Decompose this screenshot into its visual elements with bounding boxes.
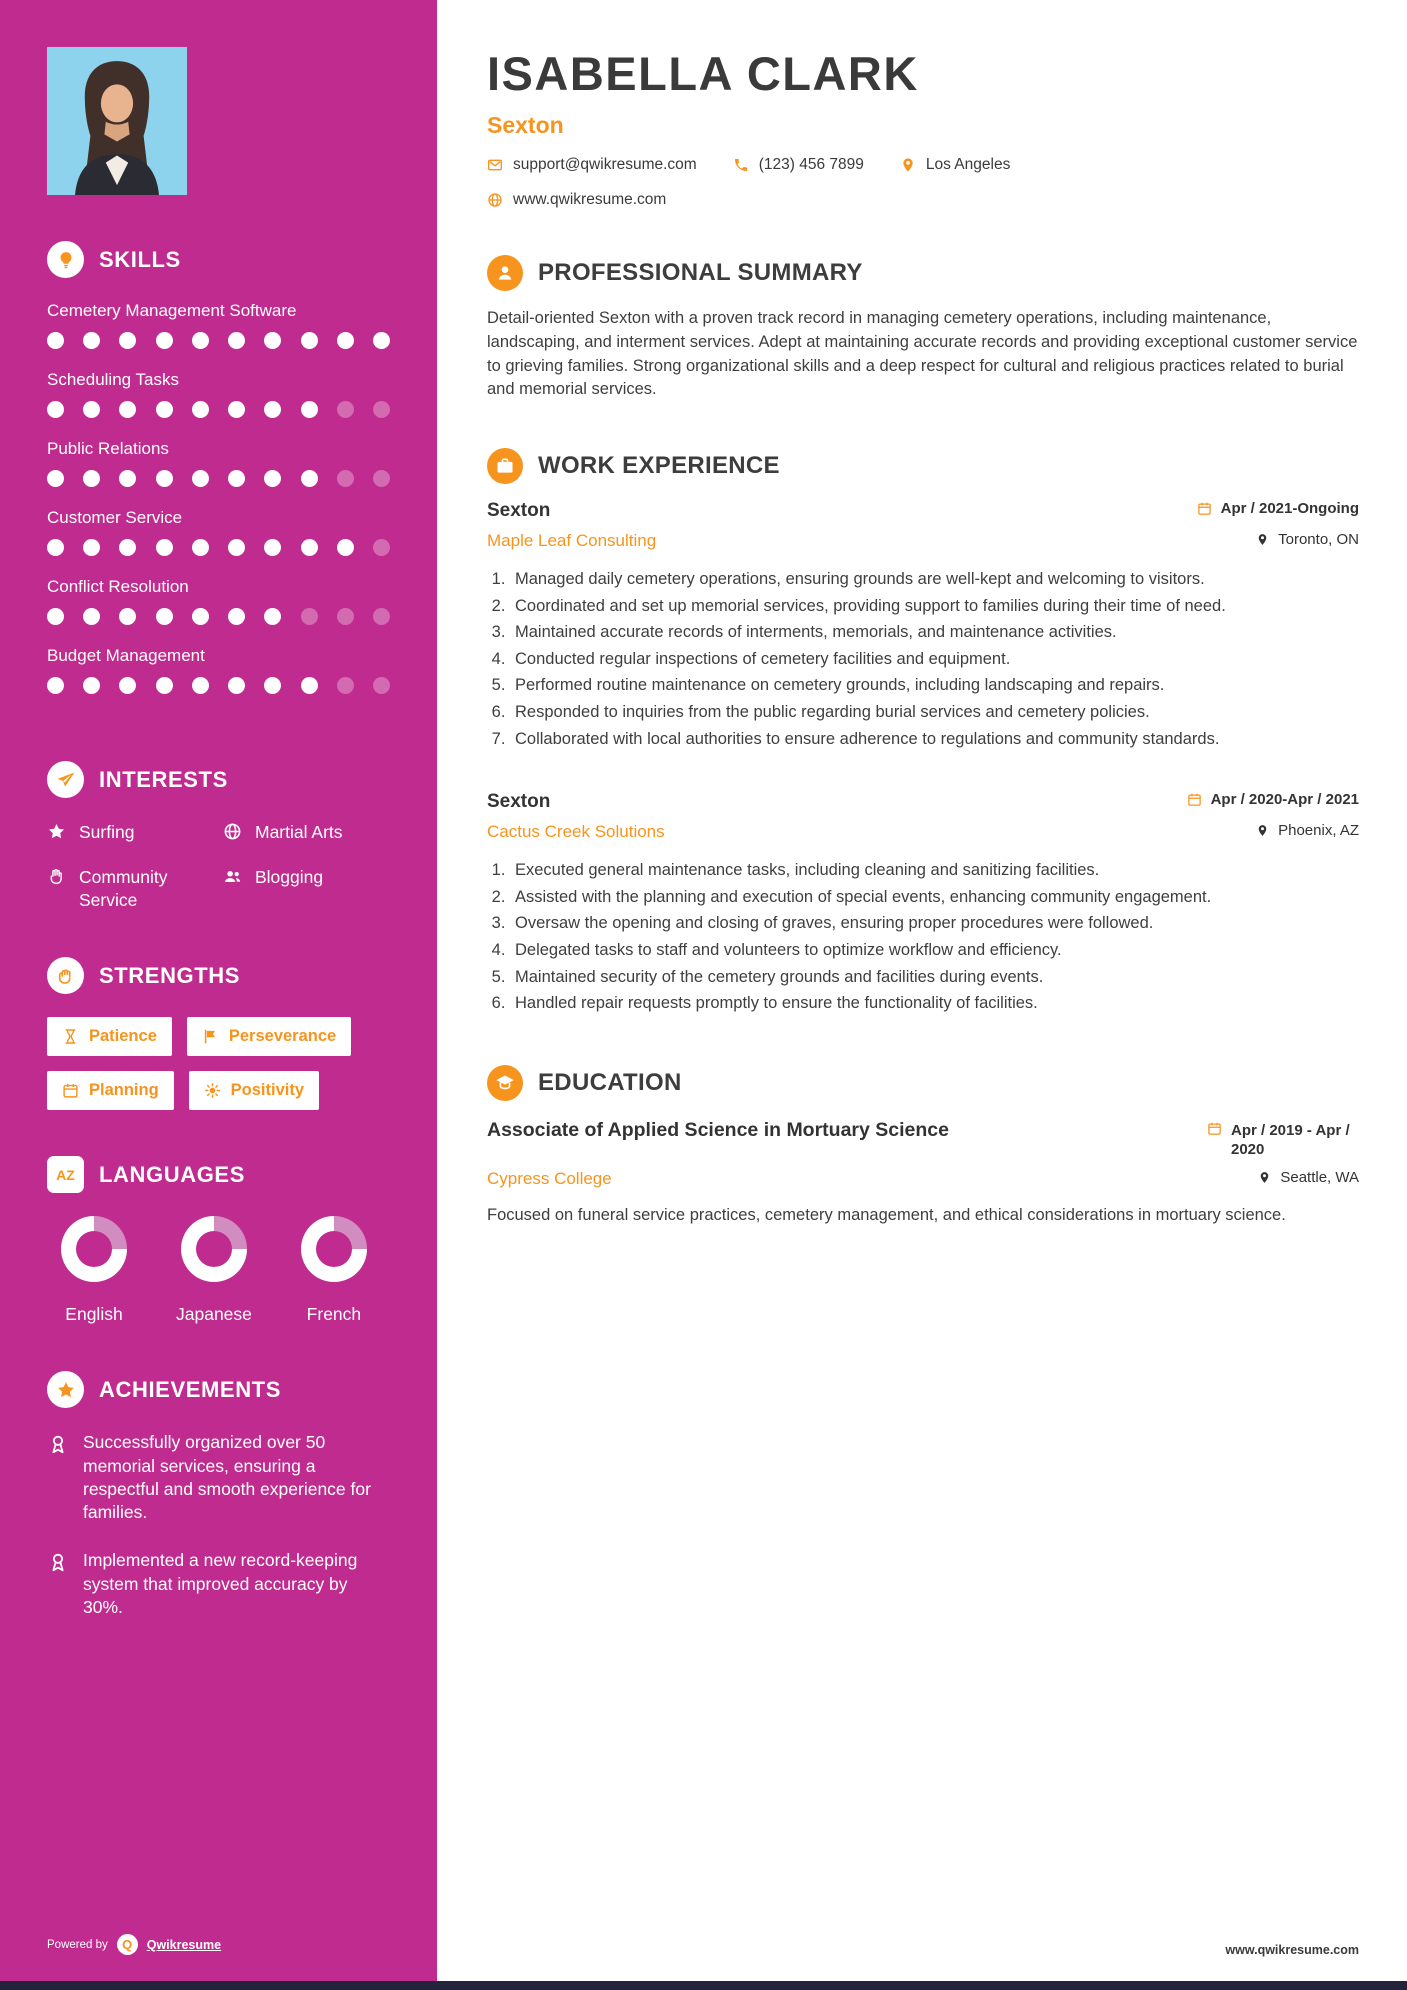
interest-item [47, 821, 223, 844]
job-bullet: 7. Collaborated with local authorities to ensure adherence to regulations and community standards. [510, 728, 1359, 752]
job-title-row [487, 791, 1359, 813]
achievements-section [47, 1371, 390, 1644]
job-bullet: 1. Executed general maintenance tasks, including cleaning and sanitizing facilities. [510, 859, 1359, 883]
interests-paper-plane-icon [47, 761, 84, 798]
strength-chip [47, 1017, 172, 1056]
resume-header [487, 46, 1359, 209]
skill-label: Customer Service [47, 508, 183, 527]
strength-label: Planning [89, 1081, 159, 1100]
education-location [1258, 1169, 1359, 1186]
calendar-icon [1197, 501, 1212, 516]
job-entry [487, 500, 1359, 751]
language-label: Japanese [176, 1304, 252, 1325]
job-company: Maple Leaf Consulting [487, 531, 657, 550]
interest-label: Blogging [255, 866, 324, 887]
education-description: Focused on funeral service practices, cemetery management, and ethical considerations in mortuary science. [487, 1205, 1286, 1224]
job-bullet: 5. Performed routine maintenance on cemetery grounds, including landscaping and repairs. [510, 674, 1359, 698]
education-heading: EDUCATION [538, 1068, 682, 1096]
language-donut-chart [301, 1216, 367, 1282]
job-bullet-list [487, 568, 1359, 751]
summary-heading: PROFESSIONAL SUMMARY [538, 259, 863, 286]
language-label: English [65, 1304, 123, 1325]
job-bullet: 6. Handled repair requests promptly to ensure the functionality of facilities. [510, 992, 1359, 1016]
skill-item [47, 301, 390, 349]
education-school: Cypress College [487, 1168, 612, 1188]
skill-label: Conflict Resolution [47, 577, 189, 596]
skill-label: Budget Management [47, 646, 205, 665]
calendar-icon [1207, 1121, 1222, 1136]
contact-row [487, 156, 1359, 174]
footer-website-link[interactable]: www.qwikresume.com [1225, 1943, 1359, 1957]
star-icon [47, 822, 66, 841]
location-pin-icon [1256, 533, 1269, 546]
sidebar [0, 0, 437, 1981]
education-header [487, 1065, 1359, 1101]
interests-header [47, 761, 390, 798]
education-dates-value: Apr / 2019 - Apr / 2020 [1231, 1121, 1350, 1159]
qwikresume-brand-link[interactable]: Qwikresume [146, 1937, 222, 1952]
strengths-grid [47, 1017, 390, 1110]
sidebar-footer [47, 1904, 390, 1955]
interest-item [223, 821, 390, 844]
job-title: Sexton [487, 791, 551, 813]
calendar-icon [62, 1082, 79, 1099]
location-contact [900, 156, 1010, 174]
email-contact[interactable] [487, 156, 697, 174]
job-bullet: 3. Oversaw the opening and closing of graves, ensuring proper procedures were followed. [510, 912, 1359, 936]
job-dates [1197, 500, 1359, 517]
interests-heading: INTERESTS [99, 766, 228, 792]
job-location [1256, 822, 1359, 839]
skill-label: Scheduling Tasks [47, 370, 179, 389]
interest-item [223, 866, 390, 912]
phone-contact [733, 156, 864, 174]
strength-chip [187, 1017, 351, 1056]
work-experience-heading: WORK EXPERIENCE [538, 452, 780, 479]
strength-label: Perseverance [228, 1027, 337, 1046]
job-dates-value: Apr / 2020-Apr / 2021 [1210, 791, 1359, 809]
sun-icon [204, 1082, 221, 1099]
medal-icon [47, 1433, 69, 1455]
interest-label: Surfing [79, 822, 135, 842]
strength-chip [47, 1071, 174, 1110]
location-pin-icon [900, 157, 916, 173]
languages-grid [47, 1216, 390, 1325]
strength-chip [189, 1071, 319, 1110]
education-dates [1207, 1121, 1359, 1160]
website-value: www.qwikresume.com [513, 191, 667, 208]
work-experience-header [487, 448, 1359, 484]
hand-icon [47, 867, 66, 886]
interests-grid [47, 821, 390, 911]
languages-header [47, 1156, 390, 1193]
skills-section [47, 241, 390, 715]
skills-lightbulb-icon [47, 241, 84, 278]
skill-rating-dots [47, 608, 390, 625]
location-value: Los Angeles [925, 156, 1011, 173]
skills-header [47, 241, 390, 278]
job-bullet: 4. Conducted regular inspections of cemetery facilities and equipment. [510, 648, 1359, 672]
powered-by-label: Powered by [47, 1938, 108, 1951]
job-location [1256, 531, 1359, 548]
job-location-value: Toronto, ON [1278, 531, 1359, 548]
achievement-text: Implemented a new record-keeping system that improved accuracy by 30%. [83, 1550, 358, 1617]
education-school-row [487, 1160, 1359, 1189]
globe-icon [487, 192, 503, 208]
job-bullet: 3. Maintained accurate records of interments, memorials, and maintenance activities. [510, 621, 1359, 645]
location-pin-icon [1258, 1171, 1271, 1184]
achievement-text: Successfully organized over 50 memorial services, ensuring a respectful and smooth experience for families. [83, 1432, 371, 1523]
education-degree-row [487, 1117, 1359, 1160]
job-bullet: 2. Assisted with the planning and execution of special events, enhancing community engagement. [510, 886, 1359, 910]
achievement-item [47, 1549, 390, 1619]
language-label: French [306, 1304, 362, 1325]
job-dates [1187, 791, 1359, 808]
skill-item [47, 646, 390, 694]
strengths-fist-icon [47, 957, 84, 994]
profile-photo [47, 47, 187, 195]
location-pin-icon [1256, 824, 1269, 837]
achievement-item [47, 1431, 390, 1524]
qwikresume-logo-icon: Q [117, 1934, 138, 1955]
education-location-value: Seattle, WA [1280, 1168, 1359, 1186]
profile-photo-illustration [47, 47, 187, 195]
skill-item [47, 508, 390, 556]
languages-section [47, 1156, 390, 1325]
languages-heading: LANGUAGES [99, 1161, 245, 1187]
interests-section [47, 761, 390, 911]
hourglass-icon [62, 1028, 79, 1045]
skill-item [47, 370, 390, 418]
skill-rating-dots [47, 677, 390, 694]
calendar-icon [1187, 792, 1202, 807]
website-row [487, 191, 1359, 209]
phone-value: (123) 456 7899 [758, 156, 864, 173]
language-donut-chart [181, 1216, 247, 1282]
job-company-row [487, 813, 1359, 842]
skill-rating-dots [47, 539, 390, 556]
interest-label: Martial Arts [255, 822, 343, 842]
skill-rating-dots [47, 470, 390, 487]
summary-text: Detail-oriented Sexton with a proven track record in managing cemetery operations, including maintenance, landscaping, and interment services. Adept at maintaining accurate records and providing exceptional customer service to grieving families. Strong organizational skills and a deep respect for cultural and religious practices related to burial and memorial services. [487, 309, 1358, 399]
achievements-star-icon [47, 1371, 84, 1408]
candidate-name: ISABELLA CLARK [487, 47, 919, 100]
website-contact[interactable] [487, 191, 666, 209]
job-bullet-list [487, 859, 1359, 1016]
skill-item [47, 577, 390, 625]
achievements-header [47, 1371, 390, 1408]
job-entry [487, 791, 1359, 1016]
job-company-row [487, 522, 1359, 551]
language-item [301, 1216, 367, 1325]
summary-section [487, 209, 1359, 402]
job-location-value: Phoenix, AZ [1278, 822, 1359, 840]
job-title-row [487, 500, 1359, 522]
bottom-bar [0, 1981, 1407, 1990]
strengths-section [47, 957, 390, 1110]
summary-person-icon [487, 255, 523, 291]
email-value: support@qwikresume.com [513, 156, 697, 173]
education-degree: Associate of Applied Science in Mortuary Science [487, 1118, 950, 1141]
interest-item [47, 866, 223, 912]
strengths-header [47, 957, 390, 994]
interest-label: Community Service [79, 866, 168, 910]
achievements-heading: ACHIEVEMENTS [99, 1376, 281, 1402]
skill-label: Cemetery Management Software [47, 301, 297, 320]
strength-label: Patience [89, 1027, 157, 1046]
skill-rating-dots [47, 332, 390, 349]
job-bullet: 2. Coordinated and set up memorial services, providing support to families during their time of need. [510, 595, 1359, 619]
education-graduation-icon [487, 1065, 523, 1101]
job-title: Sexton [487, 500, 551, 521]
users-icon [223, 867, 242, 886]
education-section [487, 1019, 1359, 1228]
phone-icon [733, 157, 749, 173]
candidate-job-title: Sexton [487, 112, 564, 138]
languages-az-icon: AZ [47, 1156, 84, 1193]
summary-header [487, 255, 1359, 291]
skill-item [47, 439, 390, 487]
job-bullet: 4. Delegated tasks to staff and volunteers to optimize workflow and efficiency. [510, 939, 1359, 963]
job-bullet: 1. Managed daily cemetery operations, ensuring grounds are well-kept and welcoming to visitors. [510, 568, 1359, 592]
job-bullet: 6. Responded to inquiries from the public regarding burial services and cemetery policies. [510, 701, 1359, 725]
skill-label: Public Relations [47, 439, 169, 458]
email-icon [487, 157, 503, 173]
language-donut-chart [61, 1216, 127, 1282]
work-experience-briefcase-icon [487, 448, 523, 484]
job-company: Cactus Creek Solutions [487, 822, 665, 842]
main-content [437, 0, 1407, 1981]
strengths-heading: STRENGTHS [99, 962, 241, 988]
job-dates-value: Apr / 2021-Ongoing [1220, 500, 1359, 517]
globe-icon [223, 822, 242, 841]
job-bullet: 5. Maintained security of the cemetery grounds and facilities during events. [510, 966, 1359, 990]
language-item [61, 1216, 127, 1325]
language-item [176, 1216, 252, 1325]
skills-heading: SKILLS [99, 246, 181, 272]
medal-icon [47, 1551, 69, 1573]
work-experience-section [487, 402, 1359, 1019]
flag-icon [202, 1028, 219, 1045]
skill-rating-dots [47, 401, 390, 418]
strength-label: Positivity [230, 1081, 305, 1100]
